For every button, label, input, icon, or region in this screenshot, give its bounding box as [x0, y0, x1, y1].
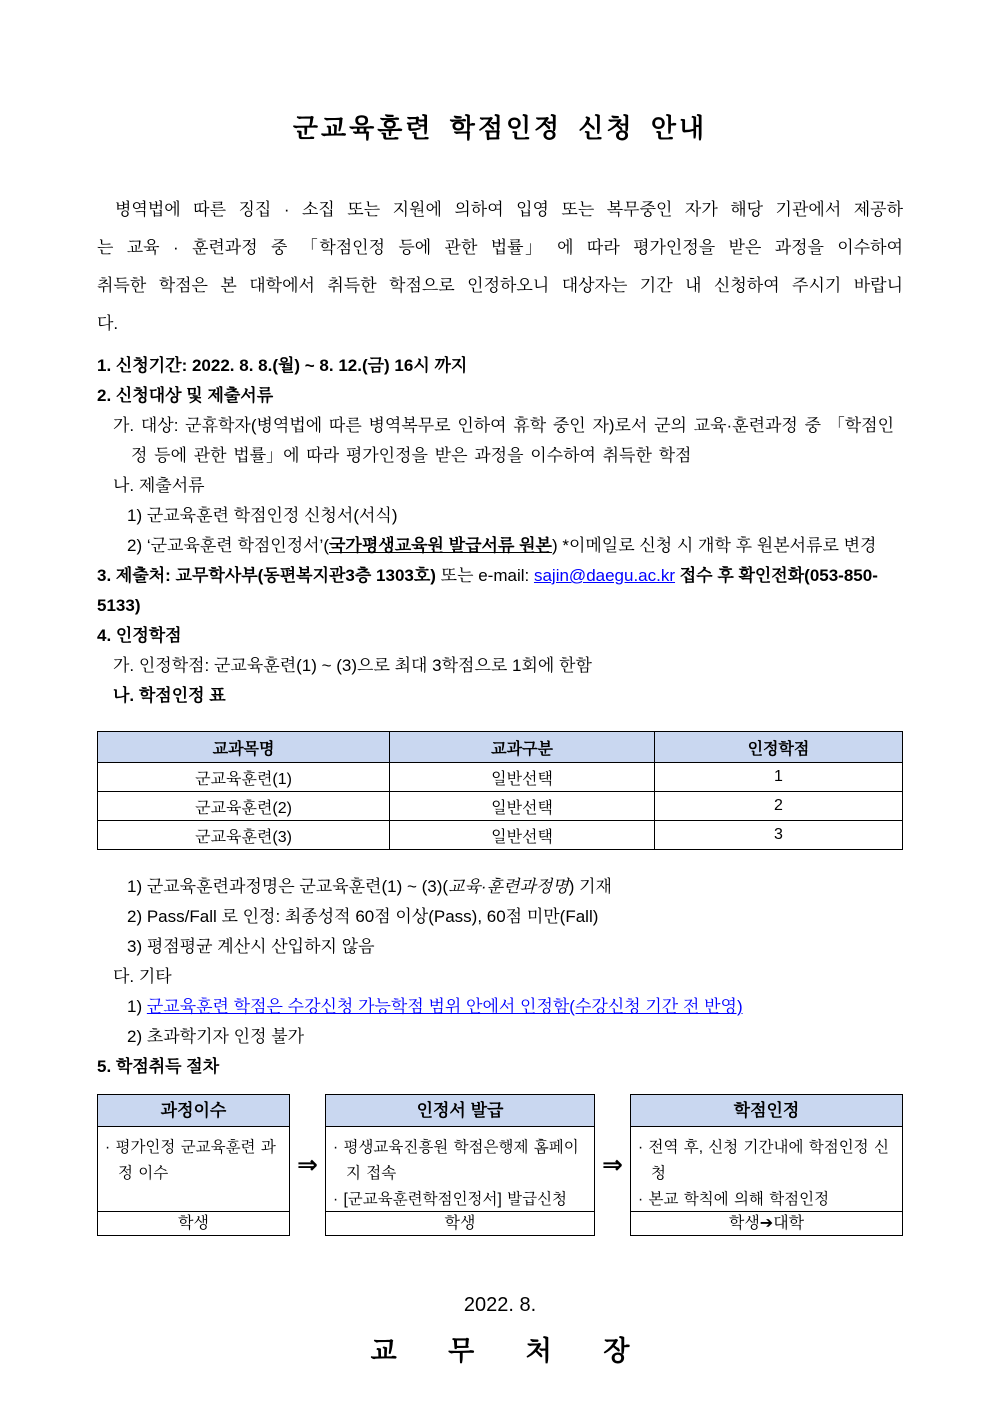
flow-bullet: · 평가인정 군교육훈련 과정 이수 — [105, 1139, 276, 1182]
flow-box-course-completion — [97, 1094, 290, 1236]
flow-box-body — [98, 1127, 289, 1211]
cell-subject-category: 일반선택 — [390, 821, 655, 850]
flow-bullet: · [군교육훈련학점인정서] 발급신청 — [333, 1191, 568, 1208]
flow-box-header: 학점인정 — [631, 1095, 902, 1127]
section-3-submission — [97, 561, 903, 621]
column-header-subject-category: 교과구분 — [390, 732, 655, 763]
document-2-original-emphasis: 국가평생교육원 발급서류 원본 — [329, 536, 552, 555]
flow-box-certificate-issuance — [325, 1094, 595, 1236]
table-note-3: 3) 평점평균 계산시 산입하지 않음 — [127, 937, 375, 956]
flow-box-body — [631, 1127, 902, 1211]
section-4-credit-limit: 가. 인정학점: 군교육훈련(1) ~ (3)으로 최대 3학점으로 1회에 한함 — [113, 656, 592, 675]
section-4-etc-1 — [127, 992, 903, 1022]
section-2-documents-label: 나. 제출서류 — [113, 476, 205, 495]
cell-subject-name: 군교육훈련(1) — [98, 763, 390, 792]
cell-subject-name: 군교육훈련(2) — [98, 792, 390, 821]
table-note-2: 2) Pass/Fall 로 인정: 최종성적 60점 이상(Pass), 60점 미만(Fall) — [127, 907, 599, 926]
flow-box-header: 과정이수 — [98, 1095, 289, 1127]
table-note-1 — [127, 872, 903, 902]
section-2-target: 가. 대상: 군휴학자(병역법에 따른 병역복무로 인하여 휴학 중인 자)로서 군의 교육·훈련과정 중 「학점인정 등에 관한 법률」에 따라 평가인정을 받은 과정을 이수하여 취득한 학점 — [113, 416, 894, 465]
cell-subject-category: 일반선택 — [390, 792, 655, 821]
notice-body — [97, 351, 903, 1236]
signature-date: 2022. 8. — [463, 1294, 537, 1316]
section-4-title: 4. 인정학점 — [97, 626, 182, 645]
section-1-application-period: 1. 신청기간: 2022. 8. 8.(월) ~ 8. 12.(금) 16시 까지 — [97, 356, 468, 375]
page-title: 군교육훈련 학점인정 신청 안내 — [292, 113, 708, 143]
signature-office: 교 무 처 장 — [370, 1336, 652, 1366]
flow-bullet: · 전역 후, 신청 기간내에 학점인정 신청 — [638, 1139, 889, 1182]
credit-recognition-table — [97, 731, 903, 850]
cell-credits: 3 — [654, 821, 902, 850]
etc-1-prefix: 1) — [127, 997, 147, 1016]
table-header-row — [98, 732, 903, 763]
flow-box-actor: 학생➔대학 — [631, 1211, 902, 1235]
flow-bullet: · 본교 학칙에 의해 학점인정 — [638, 1191, 830, 1208]
section-4-etc-2: 2) 초과학기자 인정 불가 — [127, 1027, 305, 1046]
flow-arrow-icon: ⇒ — [602, 1151, 623, 1179]
credit-procedure-flow — [97, 1094, 903, 1236]
flow-box-credit-recognition — [630, 1094, 903, 1236]
column-header-recognized-credits: 인정학점 — [654, 732, 902, 763]
cell-credits: 2 — [654, 792, 902, 821]
submission-or-email: 또는 e-mail: — [435, 566, 534, 585]
column-header-subject-name: 교과목명 — [98, 732, 390, 763]
flow-box-actor: 학생 — [326, 1211, 594, 1235]
flow-arrow-icon: ⇒ — [297, 1151, 318, 1179]
flow-box-actor: 학생 — [98, 1211, 289, 1235]
credit-limit-notice-link[interactable]: 군교육훈련 학점은 수강신청 가능학점 범위 안에서 인정함(수강신청 기간 전 반영) — [146, 997, 743, 1016]
section-4-etc-label: 다. 기타 — [113, 967, 172, 986]
cell-subject-name: 군교육훈련(3) — [98, 821, 390, 850]
note-1-prefix: 1) 군교육훈련과정명은 군교육훈련(1) ~ (3)( — [127, 877, 449, 896]
flow-box-header: 인정서 발급 — [326, 1095, 594, 1127]
table-row — [98, 763, 903, 792]
note-1-suffix: ) 기재 — [568, 877, 612, 896]
flow-box-body — [326, 1127, 594, 1211]
section-2-document-2 — [127, 531, 903, 561]
document-2-prefix: 2) ‘군교육훈련 학점인정서’( — [127, 536, 329, 555]
intro-paragraph: 병역법에 따른 징집 · 소집 또는 지원에 의하여 입영 또는 복무중인 자가 해당 기관에서 제공하는 교육 · 훈련과정 중 「학점인정 등에 관한 법률」 에 따라 평가인정을 받은 과정을 이수하여 취득한 학점은 본 대학에서 취득한 학점으로 인정하오니 대상자는 기간 내 신청하여 주시기 바랍니다. — [97, 200, 903, 333]
note-1-course-name-italic: 교육·훈련과정명 — [448, 877, 569, 896]
email-link[interactable]: sajin@daegu.ac.kr — [533, 566, 676, 585]
section-5-title: 5. 학점취득 절차 — [97, 1057, 220, 1076]
cell-credits: 1 — [654, 763, 902, 792]
table-row — [98, 792, 903, 821]
submission-office: 3. 제출처: 교무학사부(동편복지관3층 1303호) — [97, 566, 436, 585]
cell-subject-category: 일반선택 — [390, 763, 655, 792]
section-2-document-1: 1) 군교육훈련 학점인정 신청서(서식) — [127, 506, 398, 525]
flow-bullet: · 평생교육진흥원 학점은행제 홈페이지 접속 — [333, 1139, 579, 1182]
document-2-suffix: ) *이메일로 신청 시 개학 후 원본서류로 변경 — [551, 536, 877, 555]
section-2-title: 2. 신청대상 및 제출서류 — [97, 386, 274, 405]
section-4-table-label: 나. 학점인정 표 — [113, 686, 226, 705]
submission-confirm-phone: 접수 후 확인전화(053-850-5133) — [97, 566, 878, 615]
table-row — [98, 821, 903, 850]
